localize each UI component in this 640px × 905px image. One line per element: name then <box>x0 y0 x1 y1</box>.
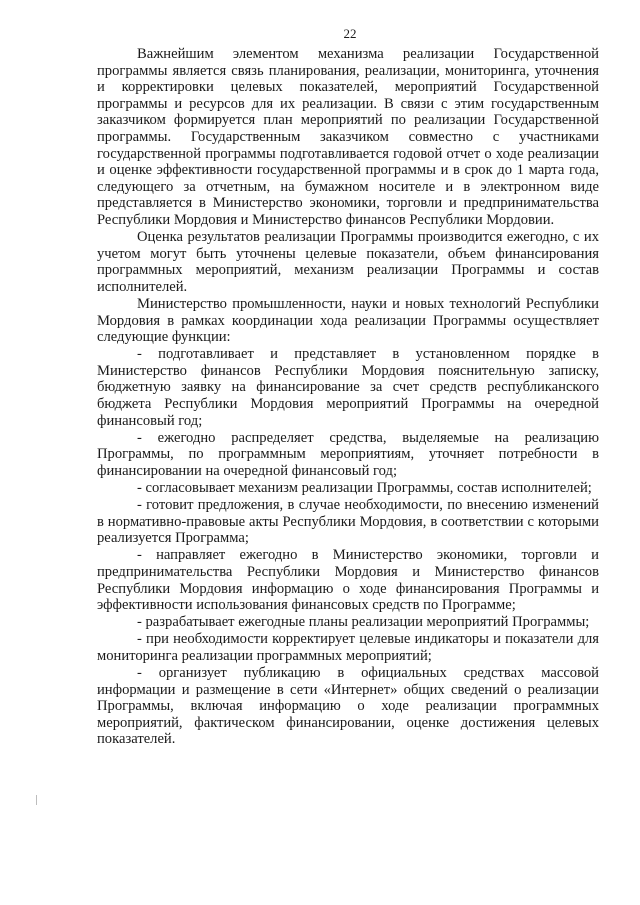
paragraph: Министерство промышленности, науки и новых технологий Республики Мордовия в рамках координации хода реализации Программы осуществляет следующие функции: <box>97 295 599 346</box>
document-body <box>97 46 599 748</box>
list-item: - разрабатывает ежегодные планы реализации мероприятий Программы; <box>137 614 590 631</box>
list-item: - готовит предложения, в случае необходимости, по внесению изменений в нормативно-правовые акты Республики Мордовия, в соответствии с которыми реализуется Программа; <box>97 497 599 547</box>
page-number: 22 <box>343 26 357 41</box>
paragraph: Оценка результатов реализации Программы производится ежегодно, с их учетом могут быть уточнены целевые показатели, объем финансирования программных мероприятий, механизм реализации Программы и состав исполнителей. <box>97 229 599 295</box>
list-item: - направляет ежегодно в Министерство экономики, торговли и предпринимательства Республики Мордовия и Министерство финансов Республики Мордовия информацию о ходе финансирования Программы и эффективности использования финансовых средств по Программе; <box>97 547 599 614</box>
list-item: - организует публикацию в официальных средствах массовой информации и размещение в сети «Интернет» общих сведений о реализации Программы, включая информацию о ходе реализации программных мероприятий, фактическом финансировании, оценке достижения целевых показателей. <box>97 664 599 748</box>
list-item: - согласовывает механизм реализации Программы, состав исполнителей; <box>137 479 592 496</box>
list-item: - ежегодно распределяет средства, выделяемые на реализацию Программы, по программным мероприятиям, уточняет потребности в финансировании на очередной финансовый год; <box>97 429 599 479</box>
list-item: - при необходимости корректирует целевые индикаторы и показатели для мониторинга реализации программных мероприятий; <box>97 631 599 664</box>
list-item: - подготавливает и представляет в установленном порядке в Министерство финансов Республики Мордовия пояснительную записку, бюджетную заявку на финансирование за счет средств республиканского бюджета Республики Мордовия мероприятий Программы на очередной финансовый год; <box>97 346 599 429</box>
scan-mark <box>36 795 37 805</box>
paragraph: Важнейшим элементом механизма реализации Государственной программы является связь планирования, реализации, мониторинга, уточнения и корректировки целевых показателей, мероприятий Государственной программы и ресурсов для их реализации. В связи с этим государственным заказчиком формируется план мероприятий по реализации Государственной программы. Государственным заказчиком совместно с участниками государственной программы подготавливается годовой отчет о ходе реализации и оценке эффективности государственной программы и в срок до 1 марта года, следующего за отчетным, на бумажном носителе и в электронном виде представляется в Министерство экономики, торговли и предпринимательства Республики Мордовия и Министерство финансов Республики Мордовии. <box>97 46 599 228</box>
